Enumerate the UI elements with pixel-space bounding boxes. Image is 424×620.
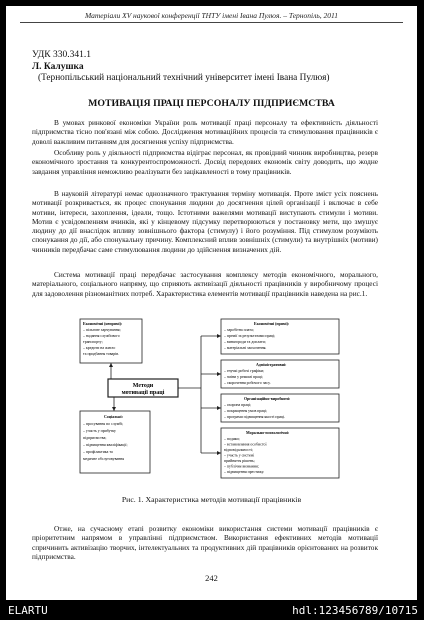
diagram-center-line-1: Методи [132, 383, 154, 389]
paper-title: МОТИВАЦІЯ ПРАЦІ ПЕРСОНАЛУ ПІДПРИЄМСТВА [88, 98, 335, 109]
left-bottom-line-5: – профілактика та [83, 450, 113, 454]
left-bottom-line-2: – участь у прибутку [83, 429, 117, 433]
page-number: 242 [205, 573, 218, 583]
right-box-4-line-6: – публічне визнання; [224, 464, 259, 469]
left-top-line-5: та придбання товарів. [83, 352, 120, 356]
right-box-4-line-0: Морально-психологічні: [246, 431, 290, 435]
right-box-3-line-2: – покращення умов праці; [224, 409, 268, 413]
author-name: Л. Калушка [32, 62, 84, 72]
paragraph-2: Особливу роль у діяльності підприємства відіграє персонал, як провідний чинник виробництва, резерв економічного зростання та конкурентоспроможності. Досвід передових економік світу доводить, що жодне завдання управління неможливо реалізувати без зацікавленості в тому працівників. [32, 148, 378, 176]
right-box-1-line-0: Економічні (прямі): [254, 322, 290, 326]
right-box-1-line-3: – винагороди та доплати; [224, 340, 266, 344]
right-box-2-line-1: – гнучкі робочі графіки; [224, 369, 265, 373]
right-box-1-line-1: – заробітна плата; [224, 328, 254, 332]
left-bottom-line-6: медичне обслуговування [83, 457, 125, 461]
paragraph-3: В науковій літературі немає однозначного трактування терміну мотивація. Проте зміст усіх пояснень мотивації розкривається, як процес спонукання людини до досягнення цілей організації і включає в себе мотиви, інтереси, захоплення, ідеали, тощо. Істотними важелями мотивації виступають стимули і мотиви. Мотив є усвідомленням вчинків, які у кінцевому підсумку перетворюються у постановку мети, що змушує людину до дії внаслідок впливу зовнішнього фактора (стимулу) і його розуміння. Під стимулом розуміють спонукання до дії, або спонукальну причину. Комплексний вплив зовнішніх (стимули) та внутрішніх (мотиви) чинників передбачає саме стимулювання людини до здійснення визначених дій. [32, 189, 378, 254]
handle-identifier: hdl:123456789/10715 [292, 604, 418, 617]
final-paragraph: Отже, на сучасному етапі розвитку економіки використання системи мотивації працівників є пріоритетним напрямом в управлінні підприємством. Використання ефективних методів мотивації спричинить активізацію творчих, інтелектуальних та продуктивних дій працівників орієнтованих на розвиток підприємства. [32, 524, 378, 561]
right-box-4-line-7: – підвищення престижу. [224, 470, 265, 474]
udk-code: УДК 330.341.1 [32, 50, 91, 60]
right-box-3-line-1: – охорона праці; [224, 403, 252, 407]
motivation-methods-diagram [76, 316, 346, 486]
diagram-center-line-2: мотивації праці [121, 390, 165, 396]
left-top-line-0: Економічні (непрямі): [83, 322, 123, 326]
left-top-line-4: – кредити на житло [83, 346, 116, 350]
left-top-line-3: транспорту; [83, 340, 103, 344]
document-page [6, 6, 417, 600]
right-box-4-line-4: – участь у системі [224, 453, 255, 458]
left-bottom-line-3: підприємства; [83, 436, 107, 440]
repository-footer-bar [0, 600, 424, 620]
affiliation: (Тернопільський національний технічний університет імені Івана Пулюя) [38, 73, 330, 83]
right-box-1-line-4: – матеріальні заохочення. [224, 346, 267, 350]
paragraph-1: В умовах ринкової економіки України роль мотивації праці персоналу та ефективність діяльності підприємства тісно пов'язані між собою. Дослідження мотиваційних процесів та стимулювання працівників є доволі важливим питанням для досягнення успіху підприємства. [32, 118, 378, 146]
left-bottom-line-4: – підвищення кваліфікації; [83, 443, 128, 447]
left-top-line-1: – пільгове харчування; [83, 328, 121, 332]
right-box-4-line-1: – подяки; [224, 437, 240, 441]
right-box-3-line-0: Організаційно-виробничі: [244, 397, 291, 401]
right-box-4-line-5: прийняття рішень; [224, 459, 255, 463]
figure-caption: Рис. 1. Характеристика методів мотивації працівників [121, 495, 302, 504]
paragraph-4: Система мотивації праці передбачає застосування комплексу методів економічного, морального, матеріального, соціального напряму, що сприяють активізації діяльності працівників у виробничому процесі для задоволення різноманітних потреб. Характеристика елементів мотивації працівників наведена на рис.1. [32, 270, 378, 298]
right-box-4-line-2: – встановлення особистої [224, 442, 267, 447]
left-top-line-2: – надання службового [83, 334, 120, 338]
right-box-2-line-0: Адміністративні: [256, 363, 287, 367]
conference-header: Матеріали XV наукової конференції ТНТУ імені Івана Пулюя. – Тернопіль, 2011 [85, 11, 338, 20]
right-box-4-line-3: відповідальності; [224, 448, 254, 452]
right-box-3-line-3: – програми підвищення якості праці. [224, 415, 286, 419]
right-box-2-line-2: – зміни у режимі праці; [224, 375, 263, 379]
header-rule [20, 22, 403, 23]
repository-name: ELARTU [8, 604, 48, 617]
left-bottom-line-1: – просування по службі; [83, 422, 124, 426]
right-box-1-line-2: – премії за результатами праці; [224, 334, 276, 338]
left-bottom-line-0: Соціальні: [104, 415, 123, 419]
right-box-2-line-3: – скорочення робочого часу. [224, 381, 271, 385]
